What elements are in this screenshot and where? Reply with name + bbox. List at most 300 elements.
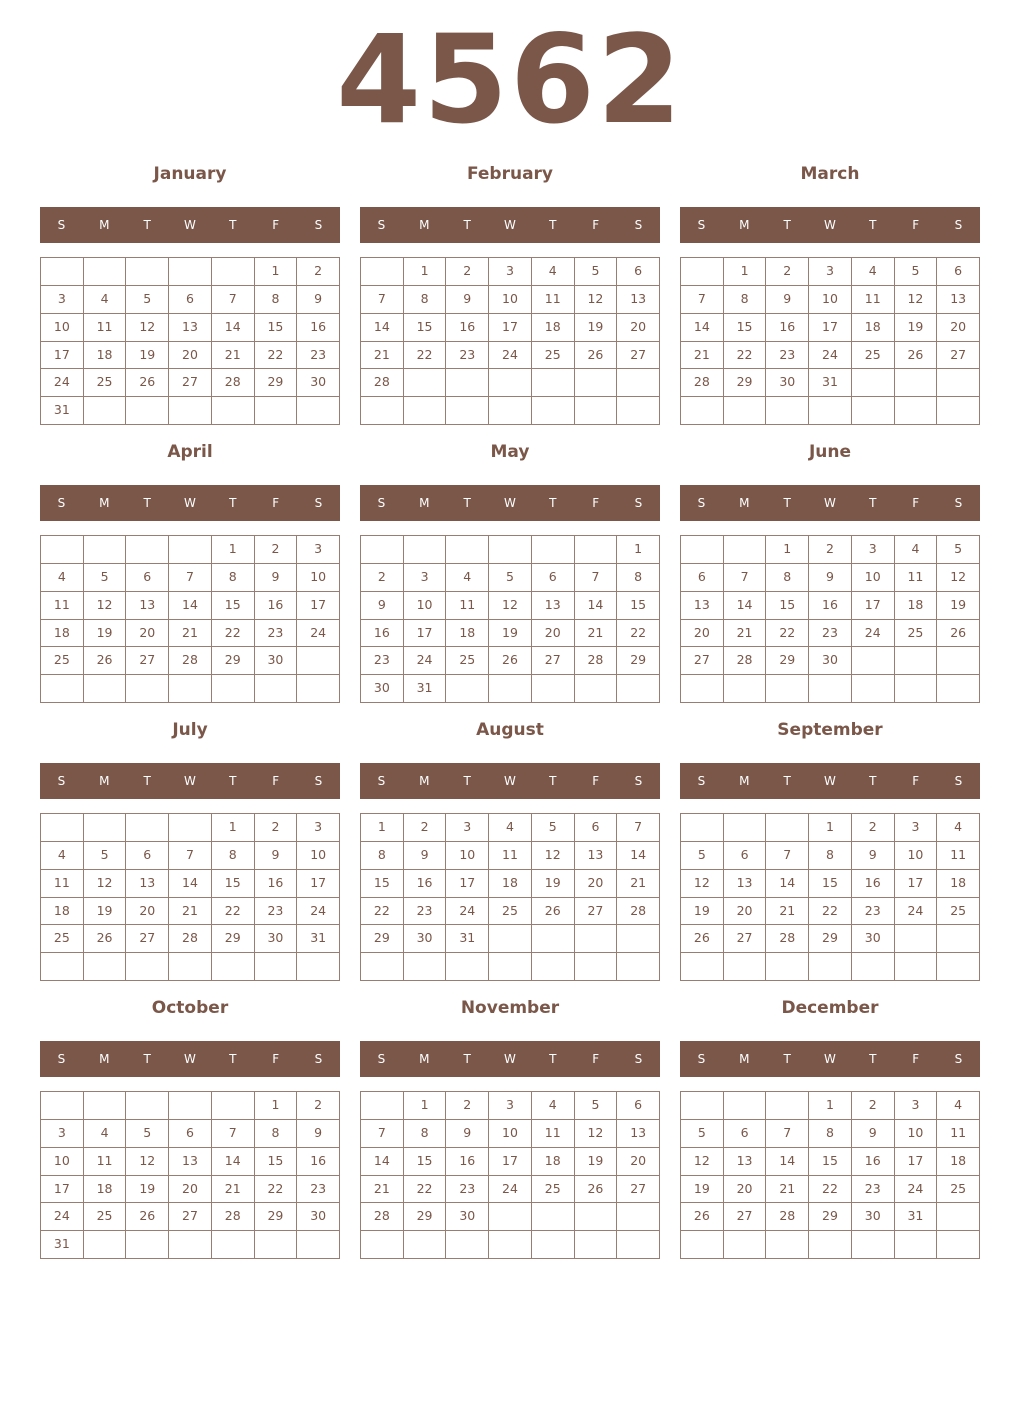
day-cell: 9 [766, 286, 809, 314]
day-cell: 6 [681, 564, 724, 592]
day-cell: 26 [681, 925, 724, 953]
empty-cell [404, 536, 447, 564]
day-cell: 29 [212, 925, 255, 953]
empty-cell [895, 675, 938, 703]
day-cell: 19 [575, 1148, 618, 1176]
day-cell: 18 [84, 1176, 127, 1204]
empty-cell [681, 814, 724, 842]
day-cell: 9 [446, 1120, 489, 1148]
day-cell: 28 [724, 647, 767, 675]
weekday-label: F [272, 496, 280, 510]
day-cell: 2 [446, 1092, 489, 1120]
empty-cell [852, 369, 895, 397]
day-cell: 10 [489, 286, 532, 314]
day-cell: 2 [852, 1092, 895, 1120]
day-cell: 16 [446, 1148, 489, 1176]
empty-cell [937, 675, 980, 703]
empty-cell [212, 1092, 255, 1120]
weekday-label: W [824, 496, 836, 510]
empty-cell [895, 369, 938, 397]
month-april [40, 437, 340, 707]
month-october [40, 993, 340, 1263]
day-cell: 27 [617, 1176, 660, 1204]
day-cell: 21 [766, 898, 809, 926]
month-name: September [777, 720, 883, 740]
day-cell: 2 [297, 258, 340, 286]
weekday-label: F [912, 218, 920, 232]
weekday-header [680, 207, 980, 243]
day-cell: 8 [404, 286, 447, 314]
day-cell: 17 [895, 870, 938, 898]
day-cell: 12 [84, 870, 127, 898]
weekday-label: T [463, 774, 471, 788]
day-cell: 30 [297, 1203, 340, 1231]
weekday-label: M [419, 218, 430, 232]
weekday-label: S [697, 1052, 706, 1066]
empty-cell [489, 925, 532, 953]
day-cell: 7 [169, 564, 212, 592]
day-cell: 5 [575, 1092, 618, 1120]
day-cell: 6 [169, 1120, 212, 1148]
day-cell: 11 [41, 592, 84, 620]
day-cell: 16 [297, 314, 340, 342]
empty-cell [489, 1231, 532, 1259]
day-cell: 8 [404, 1120, 447, 1148]
day-cell: 9 [446, 286, 489, 314]
day-cell: 5 [126, 1120, 169, 1148]
day-cell: 29 [404, 1203, 447, 1231]
day-cell: 28 [575, 647, 618, 675]
day-cell: 29 [255, 369, 298, 397]
day-cell: 1 [766, 536, 809, 564]
empty-cell [681, 675, 724, 703]
empty-cell [532, 675, 575, 703]
day-cell: 3 [852, 536, 895, 564]
weekday-header [40, 207, 340, 243]
day-cell: 25 [532, 1176, 575, 1204]
day-cell: 15 [809, 1148, 852, 1176]
day-cell: 28 [361, 369, 404, 397]
day-cell: 25 [446, 647, 489, 675]
weekday-label: T [143, 218, 151, 232]
day-cell: 25 [937, 1176, 980, 1204]
day-cell: 5 [489, 564, 532, 592]
day-cell: 1 [809, 1092, 852, 1120]
day-grid [360, 1091, 660, 1259]
day-cell: 10 [41, 314, 84, 342]
day-cell: 1 [617, 536, 660, 564]
month-name: April [167, 442, 213, 462]
day-cell: 25 [41, 647, 84, 675]
day-cell: 28 [212, 369, 255, 397]
day-cell: 22 [617, 620, 660, 648]
empty-cell [617, 1203, 660, 1231]
day-cell: 26 [126, 369, 169, 397]
empty-cell [255, 675, 298, 703]
day-cell: 29 [212, 647, 255, 675]
day-cell: 13 [169, 314, 212, 342]
empty-cell [126, 953, 169, 981]
day-cell: 1 [404, 258, 447, 286]
empty-cell [489, 1203, 532, 1231]
weekday-label: S [377, 774, 386, 788]
empty-cell [126, 1092, 169, 1120]
weekday-label: S [697, 774, 706, 788]
day-cell: 14 [617, 842, 660, 870]
day-cell: 15 [212, 592, 255, 620]
day-cell: 21 [361, 342, 404, 370]
day-cell: 28 [212, 1203, 255, 1231]
day-cell: 15 [255, 1148, 298, 1176]
weekday-label: T [869, 496, 877, 510]
weekday-label: S [697, 218, 706, 232]
day-cell: 3 [404, 564, 447, 592]
day-cell: 8 [766, 564, 809, 592]
day-cell: 16 [766, 314, 809, 342]
empty-cell [766, 1231, 809, 1259]
month-name: December [781, 998, 879, 1018]
empty-cell [575, 675, 618, 703]
weekday-label: T [783, 218, 791, 232]
empty-cell [84, 397, 127, 425]
day-cell: 23 [404, 898, 447, 926]
weekday-label: S [954, 1052, 963, 1066]
day-cell: 16 [255, 870, 298, 898]
empty-cell [575, 369, 618, 397]
day-cell: 10 [446, 842, 489, 870]
day-cell: 27 [532, 647, 575, 675]
empty-cell [532, 1203, 575, 1231]
weekday-header [360, 207, 660, 243]
day-cell: 27 [126, 647, 169, 675]
empty-cell [724, 397, 767, 425]
day-cell: 23 [255, 898, 298, 926]
day-cell: 28 [169, 647, 212, 675]
day-cell: 30 [852, 1203, 895, 1231]
empty-cell [681, 953, 724, 981]
day-cell: 18 [532, 314, 575, 342]
empty-cell [212, 1231, 255, 1259]
day-cell: 19 [681, 898, 724, 926]
day-cell: 20 [617, 314, 660, 342]
day-cell: 28 [681, 369, 724, 397]
empty-cell [361, 258, 404, 286]
empty-cell [766, 675, 809, 703]
empty-cell [681, 1092, 724, 1120]
day-cell: 25 [84, 1203, 127, 1231]
day-cell: 6 [724, 1120, 767, 1148]
day-cell: 2 [255, 536, 298, 564]
empty-cell [724, 536, 767, 564]
empty-cell [297, 1231, 340, 1259]
empty-cell [681, 258, 724, 286]
empty-cell [212, 953, 255, 981]
day-cell: 8 [255, 286, 298, 314]
day-cell: 7 [681, 286, 724, 314]
empty-cell [212, 397, 255, 425]
empty-cell [361, 536, 404, 564]
day-cell: 19 [126, 342, 169, 370]
day-cell: 20 [126, 620, 169, 648]
empty-cell [126, 536, 169, 564]
weekday-label: W [504, 496, 516, 510]
day-cell: 2 [809, 536, 852, 564]
empty-cell [852, 953, 895, 981]
day-cell: 13 [724, 1148, 767, 1176]
day-cell: 28 [617, 898, 660, 926]
weekday-label: T [783, 774, 791, 788]
empty-cell [937, 1231, 980, 1259]
day-cell: 12 [126, 314, 169, 342]
weekday-label: S [954, 496, 963, 510]
empty-cell [446, 536, 489, 564]
weekday-label: M [739, 496, 750, 510]
empty-cell [41, 814, 84, 842]
day-cell: 26 [489, 647, 532, 675]
empty-cell [575, 1231, 618, 1259]
month-name: February [466, 164, 554, 184]
day-cell: 29 [724, 369, 767, 397]
day-cell: 19 [84, 898, 127, 926]
day-cell: 9 [404, 842, 447, 870]
day-cell: 21 [766, 1176, 809, 1204]
day-cell: 16 [446, 314, 489, 342]
day-cell: 13 [617, 1120, 660, 1148]
day-cell: 30 [852, 925, 895, 953]
weekday-label: W [184, 218, 196, 232]
day-cell: 5 [681, 1120, 724, 1148]
empty-cell [766, 953, 809, 981]
weekday-label: F [592, 218, 600, 232]
day-cell: 7 [361, 1120, 404, 1148]
weekday-label: M [99, 218, 110, 232]
day-cell: 24 [404, 647, 447, 675]
weekday-label: F [272, 774, 280, 788]
weekday-label: W [504, 218, 516, 232]
day-cell: 6 [724, 842, 767, 870]
day-cell: 19 [895, 314, 938, 342]
empty-cell [766, 1092, 809, 1120]
day-cell: 26 [937, 620, 980, 648]
day-cell: 6 [617, 258, 660, 286]
day-cell: 5 [575, 258, 618, 286]
empty-cell [169, 814, 212, 842]
weekday-label: T [229, 496, 237, 510]
day-cell: 4 [532, 1092, 575, 1120]
day-cell: 15 [724, 314, 767, 342]
day-cell: 10 [41, 1148, 84, 1176]
day-cell: 12 [489, 592, 532, 620]
empty-cell [617, 397, 660, 425]
day-cell: 3 [489, 1092, 532, 1120]
month-name: November [460, 998, 560, 1018]
day-cell: 24 [809, 342, 852, 370]
day-cell: 18 [895, 592, 938, 620]
weekday-label: S [377, 1052, 386, 1066]
day-cell: 24 [41, 1203, 84, 1231]
weekday-label: T [869, 218, 877, 232]
day-cell: 22 [404, 342, 447, 370]
empty-cell [404, 397, 447, 425]
weekday-header [360, 485, 660, 521]
day-cell: 18 [489, 870, 532, 898]
empty-cell [937, 647, 980, 675]
day-cell: 5 [126, 286, 169, 314]
day-cell: 21 [681, 342, 724, 370]
day-cell: 29 [809, 925, 852, 953]
day-cell: 16 [852, 870, 895, 898]
empty-cell [489, 953, 532, 981]
day-cell: 20 [575, 870, 618, 898]
weekday-label: T [463, 218, 471, 232]
day-cell: 22 [212, 620, 255, 648]
empty-cell [297, 675, 340, 703]
day-cell: 31 [297, 925, 340, 953]
day-cell: 22 [404, 1176, 447, 1204]
day-cell: 12 [575, 1120, 618, 1148]
day-cell: 19 [575, 314, 618, 342]
month-name: July [172, 720, 208, 740]
day-cell: 3 [895, 814, 938, 842]
day-cell: 11 [84, 314, 127, 342]
day-cell: 10 [809, 286, 852, 314]
day-grid [360, 813, 660, 981]
day-cell: 30 [446, 1203, 489, 1231]
empty-cell [126, 814, 169, 842]
day-cell: 4 [41, 564, 84, 592]
day-cell: 6 [617, 1092, 660, 1120]
weekday-label: T [229, 1052, 237, 1066]
empty-cell [169, 1092, 212, 1120]
weekday-header [40, 1041, 340, 1077]
day-cell: 21 [212, 1176, 255, 1204]
empty-cell [212, 675, 255, 703]
day-cell: 24 [41, 369, 84, 397]
day-cell: 13 [169, 1148, 212, 1176]
day-cell: 7 [575, 564, 618, 592]
day-cell: 17 [489, 314, 532, 342]
weekday-label: M [739, 774, 750, 788]
empty-cell [937, 369, 980, 397]
day-cell: 29 [766, 647, 809, 675]
day-cell: 17 [852, 592, 895, 620]
weekday-label: W [504, 774, 516, 788]
day-cell: 15 [404, 1148, 447, 1176]
day-cell: 30 [404, 925, 447, 953]
day-cell: 29 [255, 1203, 298, 1231]
day-cell: 14 [361, 1148, 404, 1176]
day-cell: 7 [766, 1120, 809, 1148]
day-cell: 19 [84, 620, 127, 648]
day-cell: 4 [84, 286, 127, 314]
day-cell: 27 [126, 925, 169, 953]
empty-cell [489, 369, 532, 397]
day-cell: 3 [895, 1092, 938, 1120]
day-cell: 24 [895, 898, 938, 926]
day-cell: 22 [809, 1176, 852, 1204]
day-cell: 5 [84, 564, 127, 592]
day-cell: 10 [895, 1120, 938, 1148]
day-cell: 19 [937, 592, 980, 620]
day-cell: 1 [212, 536, 255, 564]
day-cell: 24 [852, 620, 895, 648]
day-cell: 26 [84, 647, 127, 675]
empty-cell [617, 369, 660, 397]
empty-cell [681, 397, 724, 425]
empty-cell [446, 953, 489, 981]
day-cell: 12 [681, 870, 724, 898]
weekday-header [360, 763, 660, 799]
day-cell: 20 [617, 1148, 660, 1176]
empty-cell [895, 1231, 938, 1259]
month-june [680, 437, 980, 707]
weekday-label: T [869, 774, 877, 788]
day-cell: 8 [212, 564, 255, 592]
month-may [360, 437, 660, 707]
day-cell: 22 [809, 898, 852, 926]
day-cell: 20 [937, 314, 980, 342]
day-cell: 1 [255, 258, 298, 286]
empty-cell [41, 675, 84, 703]
year-title: 4562 [336, 9, 684, 151]
empty-cell [532, 1231, 575, 1259]
day-cell: 19 [126, 1176, 169, 1204]
day-cell: 19 [489, 620, 532, 648]
weekday-label: S [57, 218, 66, 232]
day-cell: 27 [169, 369, 212, 397]
day-cell: 14 [724, 592, 767, 620]
day-cell: 14 [212, 314, 255, 342]
day-cell: 23 [361, 647, 404, 675]
day-cell: 8 [361, 842, 404, 870]
day-cell: 14 [212, 1148, 255, 1176]
day-cell: 1 [212, 814, 255, 842]
day-cell: 2 [255, 814, 298, 842]
empty-cell [895, 397, 938, 425]
day-cell: 18 [937, 1148, 980, 1176]
day-cell: 14 [766, 1148, 809, 1176]
empty-cell [84, 258, 127, 286]
day-cell: 15 [404, 314, 447, 342]
empty-cell [297, 647, 340, 675]
day-cell: 27 [937, 342, 980, 370]
day-cell: 14 [169, 592, 212, 620]
day-cell: 29 [617, 647, 660, 675]
day-cell: 27 [575, 898, 618, 926]
day-cell: 13 [575, 842, 618, 870]
day-cell: 17 [41, 1176, 84, 1204]
day-cell: 13 [937, 286, 980, 314]
day-cell: 15 [809, 870, 852, 898]
weekday-label: S [697, 496, 706, 510]
weekday-label: W [824, 774, 836, 788]
day-cell: 1 [809, 814, 852, 842]
day-cell: 21 [361, 1176, 404, 1204]
weekday-label: S [57, 774, 66, 788]
weekday-label: T [463, 1052, 471, 1066]
empty-cell [126, 1231, 169, 1259]
day-cell: 6 [532, 564, 575, 592]
day-cell: 31 [404, 675, 447, 703]
day-cell: 26 [681, 1203, 724, 1231]
empty-cell [404, 1231, 447, 1259]
day-cell: 11 [532, 1120, 575, 1148]
day-cell: 2 [404, 814, 447, 842]
day-cell: 11 [446, 592, 489, 620]
day-cell: 17 [489, 1148, 532, 1176]
day-cell: 8 [617, 564, 660, 592]
day-cell: 20 [724, 1176, 767, 1204]
